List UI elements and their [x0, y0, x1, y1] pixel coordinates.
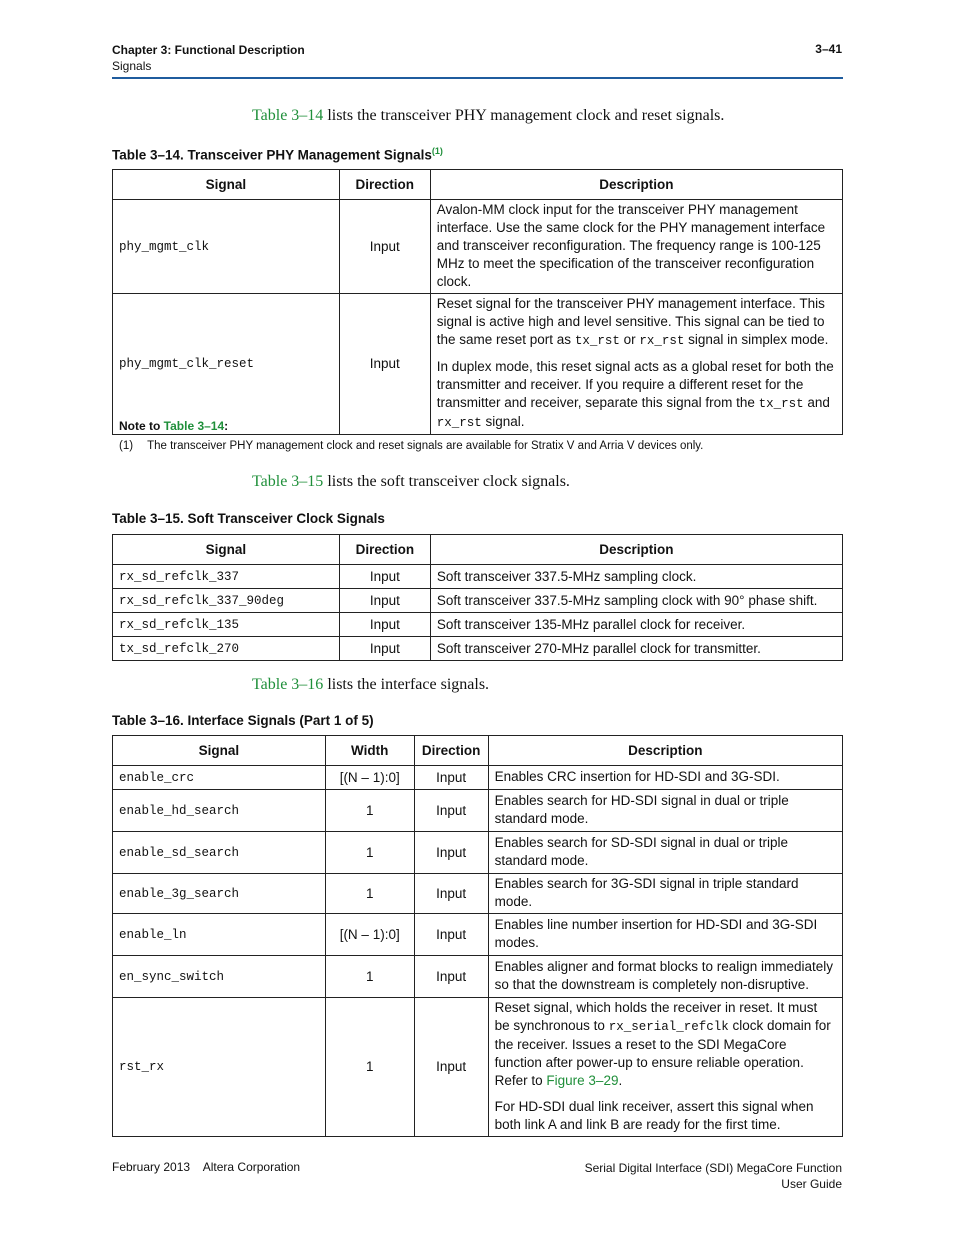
table-row: enable_3g_search 1 Input Enables search for 3G-SDI signal in triple standard mode.: [113, 874, 843, 914]
table-header-row: Signal Width Direction Description: [113, 736, 843, 766]
section-title: Signals: [112, 59, 152, 73]
table-note-heading: Note to Table 3–14:: [119, 419, 229, 433]
table-row: rx_sd_refclk_135 Input Soft transceiver 135-MHz parallel clock for receiver.: [113, 613, 843, 637]
soft-clock-table: [112, 534, 843, 661]
table-link[interactable]: Table 3–16: [252, 676, 324, 693]
table-caption: Table 3–15. Soft Transceiver Clock Signals: [112, 511, 385, 526]
table-caption: Table 3–16. Interface Signals (Part 1 of 5): [112, 713, 374, 728]
footer-left: February 2013 Altera Corporation: [112, 1160, 301, 1174]
table-link[interactable]: Table 3–14: [252, 107, 324, 124]
doc-title: Serial Digital Interface (SDI) MegaCore Function: [584, 1161, 842, 1175]
table-header-row: Signal Direction Description: [113, 170, 843, 200]
table-row: enable_hd_search 1 Input Enables search for HD-SDI signal in dual or triple standard mode.: [113, 790, 843, 832]
table-row: rst_rx 1 Input Reset signal, which holds the receiver in reset. It must be synchronous to rx_serial_refclk clock domain for the receiver. Issues a reset to the SDI MegaCore function after power-up to ensure reliable operation. Refer to Figure 3–29. For HD-SDI dual link receiver, assert this signal when both link A and link B are ready for the first time.: [113, 998, 843, 1137]
table-link[interactable]: Table 3–14: [163, 419, 225, 433]
table-row: rx_sd_refclk_337_90deg Input Soft transceiver 337.5-MHz sampling clock with 90° phase shift.: [113, 589, 843, 613]
table-row: enable_ln [(N – 1):0] Input Enables line number insertion for HD-SDI and 3G-SDI modes.: [113, 914, 843, 956]
page-number: 3–41: [815, 42, 842, 56]
table-row: enable_sd_search 1 Input Enables search for SD-SDI signal in dual or triple standard mode.: [113, 832, 843, 874]
intro-paragraph: Table 3–15 lists the soft transceiver clock signals.: [252, 473, 570, 490]
table-row: phy_mgmt_clk_reset Input Reset signal for the transceiver PHY management interface. This signal is active high and level sensitive. This signal can be tied to the same reset port as tx_rst or rx_rst signal in simplex mode. In duplex mode, this reset signal acts as a global reset for both the transmitter and receiver. If you require a different reset for the transmitter and receiver, separate this signal from the tx_rst and rx_rst signal.: [113, 294, 843, 435]
header-rule: [112, 77, 843, 79]
footer-right: [585, 1160, 842, 1192]
table-note: (1) The transceiver PHY management clock and reset signals are available for Stratix V and Arria V devices only.: [119, 440, 704, 452]
table-row: rx_sd_refclk_337 Input Soft transceiver 337.5-MHz sampling clock.: [113, 565, 843, 589]
chapter-title: Chapter 3: Functional Description: [112, 43, 305, 57]
table-row: phy_mgmt_clk Input Avalon-MM clock input for the transceiver PHY management interface. Use the same clock for the PHY management interface and transceiver reconfiguration. The frequency range is 100-125 MHz to meet the specification of the transceiver reconfiguration clock.: [113, 200, 843, 294]
table-row: tx_sd_refclk_270 Input Soft transceiver 270-MHz parallel clock for transmitter.: [113, 637, 843, 661]
figure-link[interactable]: Figure 3–29: [546, 1073, 619, 1088]
table-row: en_sync_switch 1 Input Enables aligner and format blocks to realign immediately so that the downstream is completely non-disruptive.: [113, 956, 843, 998]
table-row: enable_crc [(N – 1):0] Input Enables CRC insertion for HD-SDI and 3G-SDI.: [113, 766, 843, 790]
doc-type: User Guide: [781, 1177, 842, 1191]
intro-paragraph: Table 3–14 lists the transceiver PHY management clock and reset signals.: [252, 107, 725, 124]
interface-signals-table: [112, 735, 843, 1137]
footnote-ref[interactable]: (1): [431, 146, 443, 156]
intro-paragraph: Table 3–16 lists the interface signals.: [252, 676, 490, 693]
table-link[interactable]: Table 3–15: [252, 473, 324, 490]
transceiver-phy-table: [112, 169, 843, 435]
table-caption: Table 3–14. Transceiver PHY Management Signals$^{(1)}$: [112, 146, 443, 163]
table-header-row: Signal Direction Description: [113, 535, 843, 565]
running-header: [112, 42, 305, 74]
